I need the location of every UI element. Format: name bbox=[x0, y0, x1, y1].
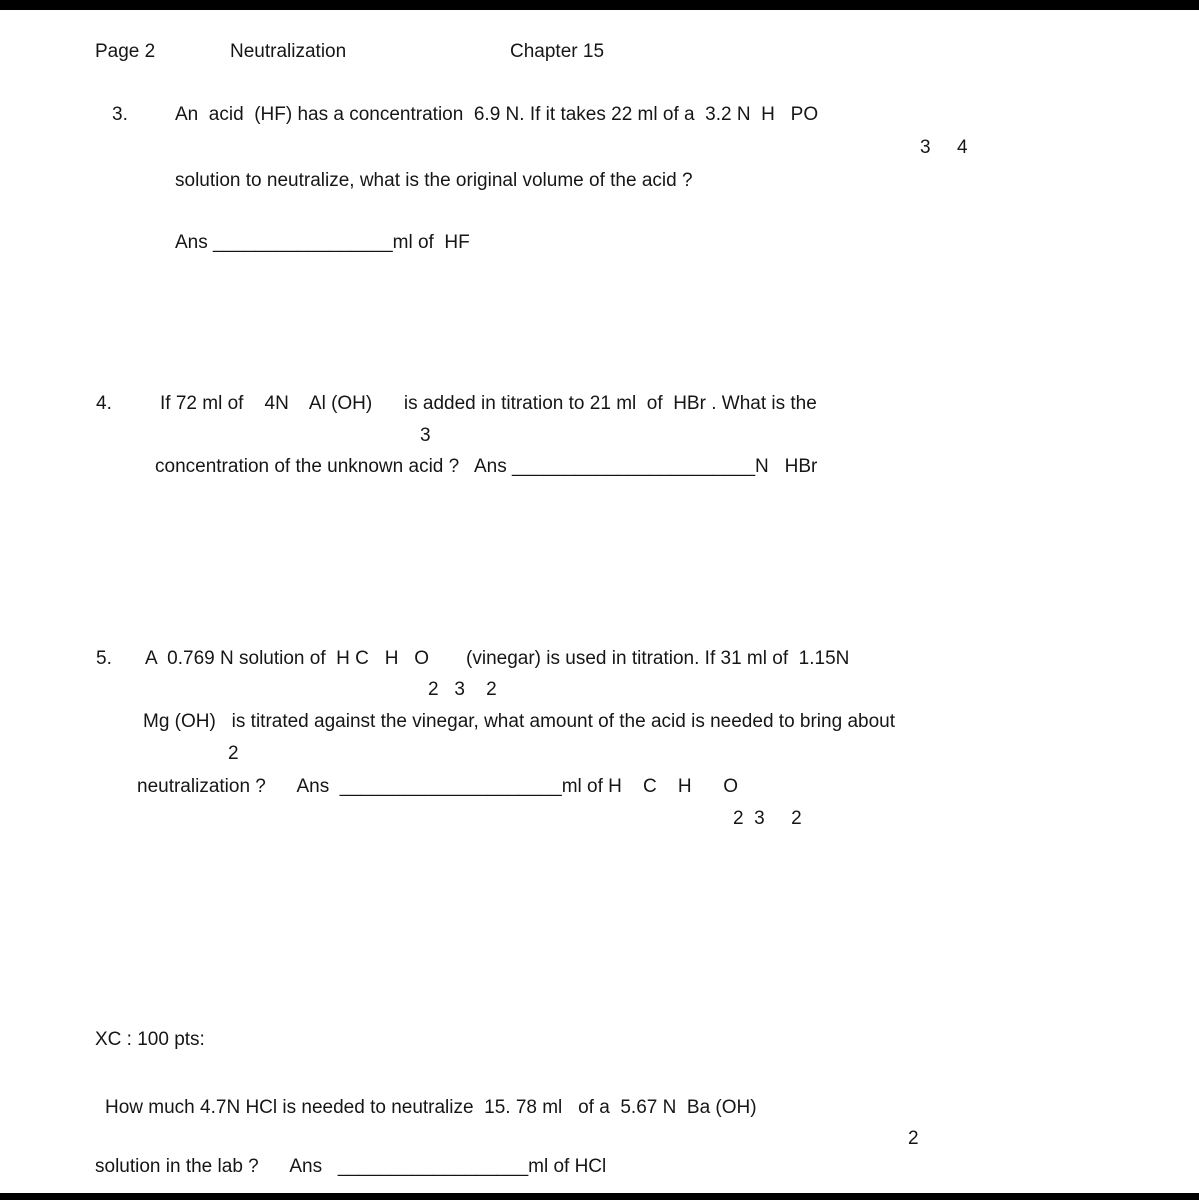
q4-line2-answer: concentration of the unknown acid ? Ans _______________________N HBr bbox=[155, 456, 818, 477]
q4-number: 4. bbox=[96, 393, 112, 414]
header-chapter: Chapter 15 bbox=[510, 41, 605, 62]
scan-edge-bottom bbox=[0, 1193, 1199, 1200]
q4-line1: If 72 ml of 4N Al (OH) is added in titration to 21 ml of HBr . What is the bbox=[160, 393, 817, 414]
xc-line1: How much 4.7N HCl is needed to neutralize 15. 78 ml of a 5.67 N Ba (OH) bbox=[105, 1097, 757, 1118]
q5-line1: A 0.769 N solution of H C H O (vinegar) is used in titration. If 31 ml of 1.15N bbox=[145, 648, 850, 669]
q3-line1: An acid (HF) has a concentration 6.9 N. If it takes 22 ml of a 3.2 N H PO bbox=[175, 104, 819, 125]
header-title: Neutralization bbox=[230, 41, 347, 62]
header-page-label: Page 2 bbox=[95, 41, 156, 62]
xc-subscript-line: 2 bbox=[908, 1128, 919, 1149]
scan-edge-top bbox=[0, 0, 1199, 10]
q5-subscript-line-1: 2 3 2 bbox=[428, 679, 497, 700]
q5-number: 5. bbox=[96, 648, 112, 669]
q5-subscript-line-2: 2 bbox=[228, 743, 239, 764]
xc-line2-answer: solution in the lab ? Ans __________________ml of HCl bbox=[95, 1156, 607, 1177]
q3-subscript-line: 3 4 bbox=[920, 137, 968, 158]
q4-subscript-line: 3 bbox=[420, 425, 431, 446]
q5-line2: Mg (OH) is titrated against the vinegar, what amount of the acid is needed to bring about bbox=[143, 711, 895, 732]
q5-line3-answer: neutralization ? Ans _____________________ml of H C H O bbox=[137, 776, 738, 797]
q3-answer-line: Ans _________________ml of HF bbox=[175, 232, 470, 253]
xc-label: XC : 100 pts: bbox=[95, 1029, 205, 1050]
q3-line2: solution to neutralize, what is the original volume of the acid ? bbox=[175, 170, 693, 191]
q5-subscript-line-3: 2 3 2 bbox=[733, 808, 802, 829]
q3-number: 3. bbox=[112, 104, 128, 125]
